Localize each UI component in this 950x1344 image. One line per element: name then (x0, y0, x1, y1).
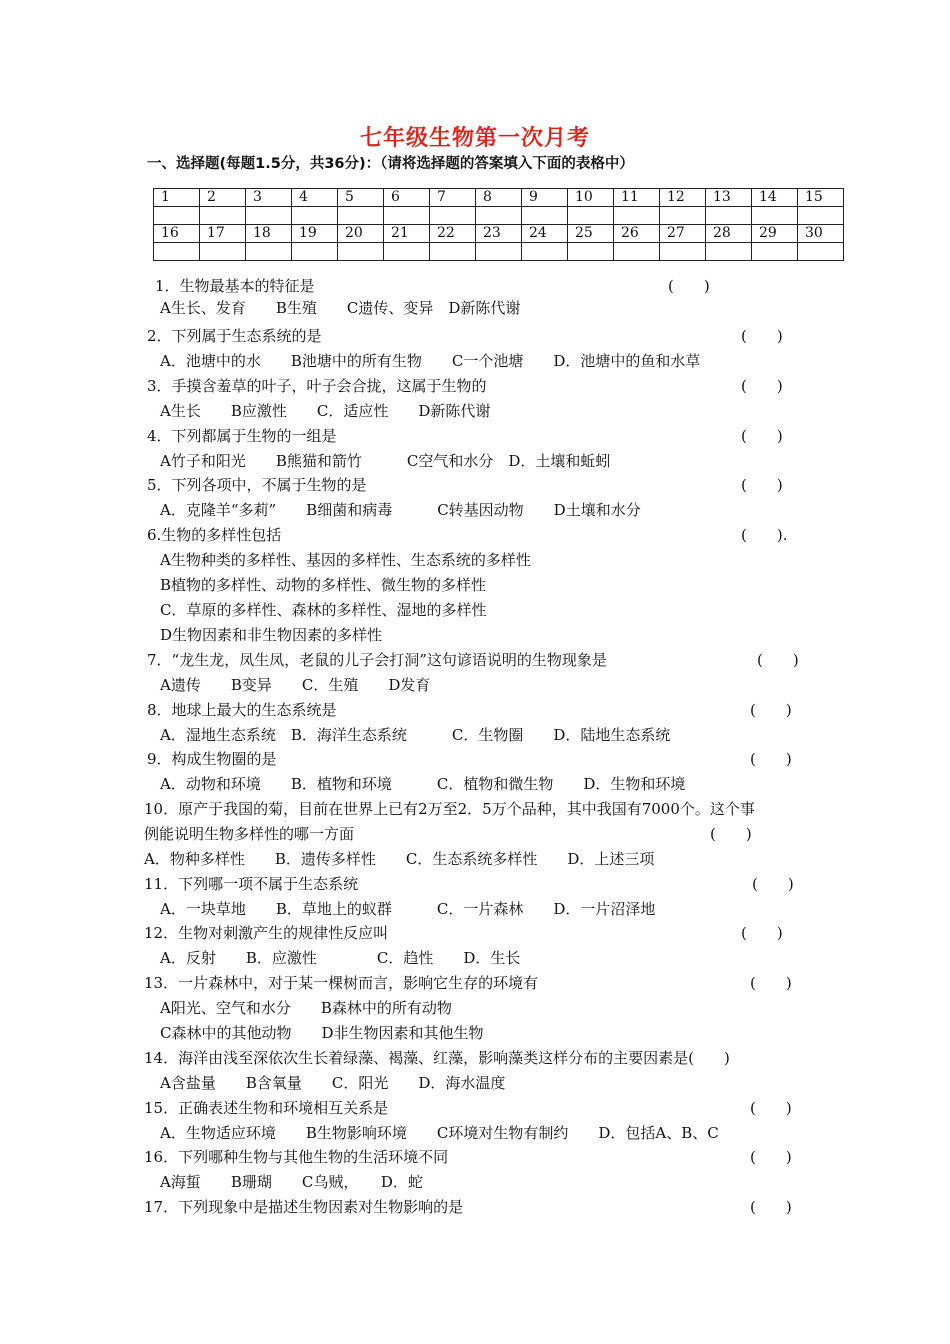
grid-number-cell: 14 (752, 189, 798, 207)
question-stem: 例能说明生物多样性的哪一方面 (144, 825, 355, 843)
question-options: A含盐量 B含氧量 C．阳光 D．海水温度 (160, 1074, 506, 1092)
answer-paren: ( ) (741, 427, 783, 445)
question-stem: 15．正确表述生物和环境相互关系是 (144, 1099, 389, 1117)
answer-cell[interactable] (522, 243, 568, 261)
grid-number-cell: 26 (614, 225, 660, 243)
answer-paren: ( ). (741, 526, 788, 544)
grid-number-cell: 11 (614, 189, 660, 207)
grid-number-cell: 21 (384, 225, 430, 243)
question-options: A生长 B应激性 C．适应性 D新陈代谢 (160, 402, 491, 420)
grid-number-cell: 5 (338, 189, 384, 207)
section-heading: 一、选择题(每题1.5分，共36分)：（请将选择题的答案填入下面的表格中） (147, 156, 634, 172)
grid-number-cell: 4 (292, 189, 338, 207)
answer-cell[interactable] (798, 243, 844, 261)
page-title: 七年级生物第一次月考 (359, 126, 590, 151)
answer-paren: ( ) (741, 924, 783, 942)
question-stem: 7．“龙生龙，凤生凤，老鼠的儿子会打洞”这句谚语说明的生物现象是 (147, 651, 607, 669)
question-stem: 16．下列哪种生物与其他生物的生活环境不同 (144, 1148, 449, 1166)
answer-cell[interactable] (200, 207, 246, 225)
question-stem: 6.生物的多样性包括 (147, 526, 282, 544)
question-stem: 3．手摸含羞草的叶子，叶子会合拢，这属于生物的 (147, 377, 487, 395)
grid-number-cell: 2 (200, 189, 246, 207)
question-options: A生长、发育 B生殖 C遗传、变异 D新陈代谢 (160, 299, 521, 317)
question-options: D生物因素和非生物因素的多样性 (160, 626, 383, 644)
answer-paren: ( ) (750, 1099, 792, 1117)
grid-number-cell: 10 (568, 189, 614, 207)
grid-number-cell: 18 (246, 225, 292, 243)
answer-cell[interactable] (200, 243, 246, 261)
answer-cell[interactable] (522, 207, 568, 225)
answer-cell[interactable] (706, 243, 752, 261)
question-stem: 5．下列各项中，不属于生物的是 (147, 476, 367, 494)
answer-cell[interactable] (614, 243, 660, 261)
question-stem: 17．下列现象中是描述生物因素对生物影响的是 (144, 1198, 464, 1216)
question-options: A．一块草地 B．草地上的蚁群 C．一片森林 D．一片沼泽地 (160, 900, 656, 918)
question-options: A阳光、空气和水分 B森林中的所有动物 (160, 999, 452, 1017)
answer-cell[interactable] (246, 207, 292, 225)
answer-grid-row-numbers-1 (154, 189, 844, 207)
answer-cell[interactable] (660, 207, 706, 225)
answer-cell[interactable] (154, 243, 200, 261)
question-stem: 14．海洋由浅至深依次生长着绿藻、褐藻、红藻，影响藻类这样分布的主要因素是( ) (144, 1049, 730, 1067)
answer-grid-row-numbers-2 (154, 225, 844, 243)
grid-number-cell: 3 (246, 189, 292, 207)
question-options: A．生物适应环境 B生物影响环境 C环境对生物有制约 D．包括A、B、C (160, 1124, 719, 1142)
answer-cell[interactable] (568, 207, 614, 225)
grid-number-cell: 29 (752, 225, 798, 243)
answer-cell[interactable] (246, 243, 292, 261)
answer-cell[interactable] (798, 207, 844, 225)
grid-number-cell: 9 (522, 189, 568, 207)
answer-paren: ( ) (750, 701, 792, 719)
answer-paren: ( ) (741, 377, 783, 395)
answer-cell[interactable] (384, 207, 430, 225)
question-options: A．动物和环境 B．植物和环境 C．植物和微生物 D．生物和环境 (160, 775, 686, 793)
answer-paren: ( ) (750, 1198, 792, 1216)
question-stem: 4．下列都属于生物的一组是 (147, 427, 337, 445)
question-stem: 1．生物最基本的特征是 (155, 277, 315, 295)
grid-number-cell: 17 (200, 225, 246, 243)
answer-grid-row-blank-1 (154, 207, 844, 225)
answer-cell[interactable] (338, 207, 384, 225)
question-options: A生物种类的多样性、基因的多样性、生态系统的多样性 (160, 551, 531, 569)
question-options: A．物种多样性 B．遗传多样性 C．生态系统多样性 D．上述三项 (144, 850, 655, 868)
question-stem: 12．生物对刺激产生的规律性反应叫 (144, 924, 389, 942)
answer-cell[interactable] (476, 207, 522, 225)
grid-number-cell: 22 (430, 225, 476, 243)
answer-paren: ( ) (668, 277, 710, 295)
grid-number-cell: 27 (660, 225, 706, 243)
grid-number-cell: 6 (384, 189, 430, 207)
grid-number-cell: 7 (430, 189, 476, 207)
answer-paren: ( ) (750, 750, 792, 768)
grid-number-cell: 1 (154, 189, 200, 207)
answer-paren: ( ) (752, 875, 794, 893)
answer-cell[interactable] (568, 243, 614, 261)
grid-number-cell: 19 (292, 225, 338, 243)
question-options: A．克隆羊“多莉” B细菌和病毒 C转基因动物 D土壤和水分 (160, 501, 641, 519)
question-stem: 10．原产于我国的菊，目前在世界上已有2万至2．5万个品种，其中我国有7000个。这个事 (144, 800, 755, 818)
question-options: A．反射 B．应激性 C．趋性 D．生长 (160, 949, 521, 967)
answer-cell[interactable] (660, 243, 706, 261)
answer-cell[interactable] (384, 243, 430, 261)
answer-cell[interactable] (430, 207, 476, 225)
answer-cell[interactable] (338, 243, 384, 261)
question-options: A遗传 B变异 C．生殖 D发育 (160, 676, 431, 694)
answer-cell[interactable] (292, 207, 338, 225)
answer-cell[interactable] (430, 243, 476, 261)
question-options: A．湿地生态系统 B．海洋生态系统 C．生物圈 D．陆地生态系统 (160, 726, 671, 744)
answer-cell[interactable] (292, 243, 338, 261)
question-stem: 2．下列属于生态系统的是 (147, 327, 322, 345)
grid-number-cell: 16 (154, 225, 200, 243)
answer-cell[interactable] (154, 207, 200, 225)
answer-cell[interactable] (752, 207, 798, 225)
question-stem: 8．地球上最大的生态系统是 (147, 701, 337, 719)
answer-cell[interactable] (706, 207, 752, 225)
grid-number-cell: 23 (476, 225, 522, 243)
answer-paren: ( ) (757, 651, 799, 669)
answer-grid (153, 188, 844, 261)
question-options: C森林中的其他动物 D非生物因素和其他生物 (160, 1024, 484, 1042)
answer-paren: ( ) (750, 974, 792, 992)
question-options: A．池塘中的水 B池塘中的所有生物 C一个池塘 D．池塘中的鱼和水草 (160, 352, 701, 370)
question-stem: 11．下列哪一项不属于生态系统 (144, 875, 359, 893)
grid-number-cell: 12 (660, 189, 706, 207)
answer-paren: ( ) (750, 1148, 792, 1166)
grid-number-cell: 30 (798, 225, 844, 243)
answer-paren: ( ) (710, 825, 752, 843)
answer-cell[interactable] (752, 243, 798, 261)
answer-paren: ( ) (741, 476, 783, 494)
grid-number-cell: 8 (476, 189, 522, 207)
question-options: B植物的多样性、动物的多样性、微生物的多样性 (160, 576, 487, 594)
grid-number-cell: 24 (522, 225, 568, 243)
question-options: A竹子和阳光 B熊猫和箭竹 C空气和水分 D．土壤和蚯蚓 (160, 452, 611, 470)
grid-number-cell: 28 (706, 225, 752, 243)
grid-number-cell: 13 (706, 189, 752, 207)
answer-grid-row-blank-2 (154, 243, 844, 261)
question-options: A海蜇 B珊瑚 C乌贼， D．蛇 (160, 1173, 423, 1191)
question-stem: 9．构成生物圈的是 (147, 750, 277, 768)
grid-number-cell: 15 (798, 189, 844, 207)
grid-number-cell: 25 (568, 225, 614, 243)
answer-cell[interactable] (614, 207, 660, 225)
question-options: C．草原的多样性、森林的多样性、湿地的多样性 (160, 601, 487, 619)
question-stem: 13．一片森林中，对于某一棵树而言，影响它生存的环境有 (144, 974, 539, 992)
grid-number-cell: 20 (338, 225, 384, 243)
answer-paren: ( ) (741, 327, 783, 345)
answer-cell[interactable] (476, 243, 522, 261)
